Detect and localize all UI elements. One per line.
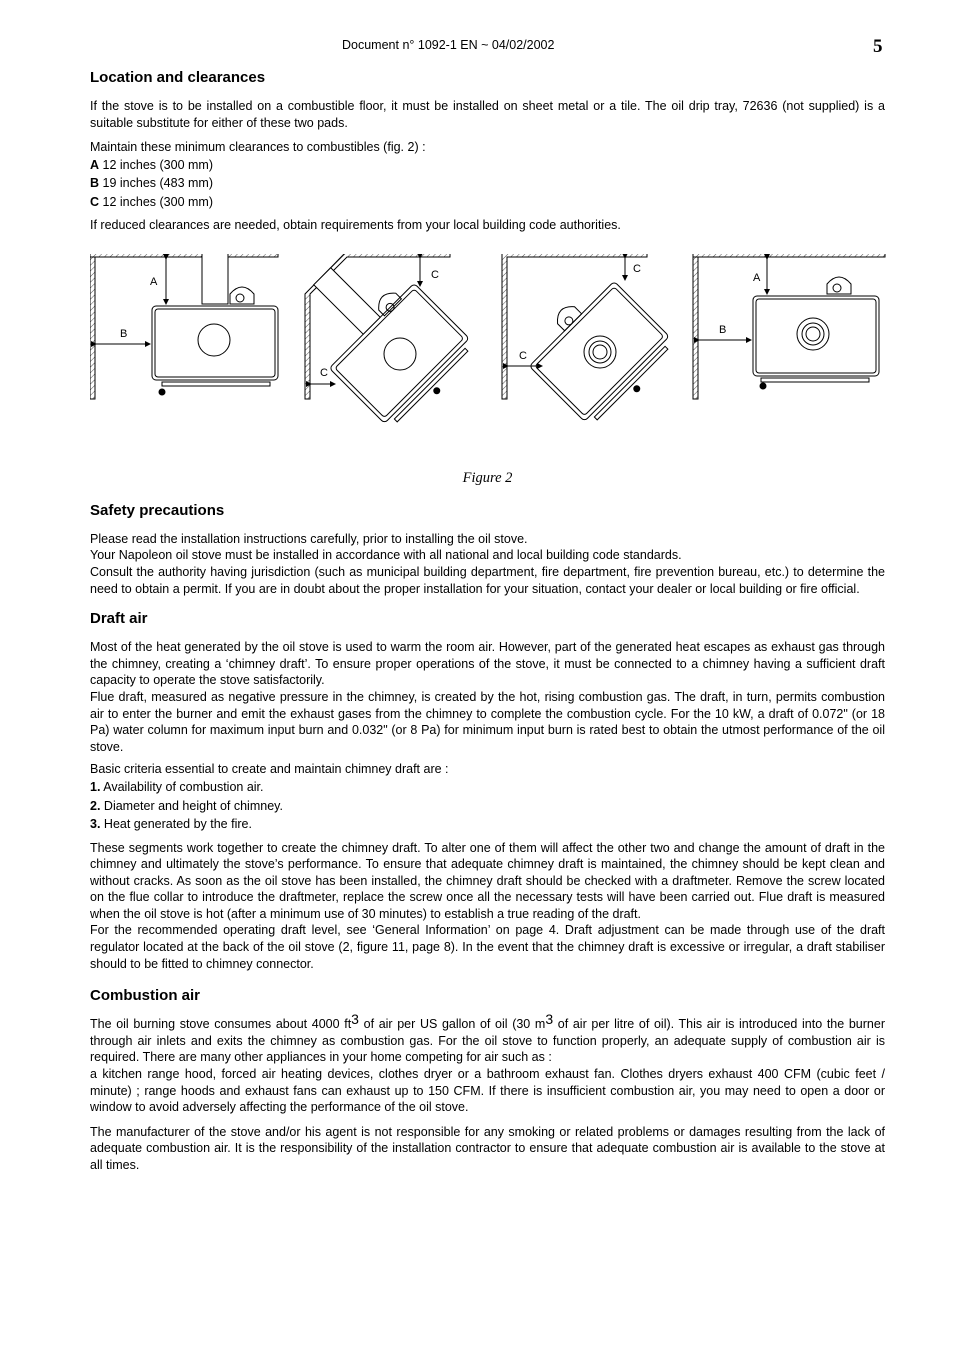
combustion-paragraph-1: The oil burning stove consumes about 4000 $ft^3$ of air per US gallon of oil (30 $m^3$ of air per litre of oil). This air is introduced into the burner through air inlets and exits the chimney as combustion gas. For the oil stove to function properly, an adequate supply of combustion air is required. There are many other appliances in your home competing for air such as : [90, 1011, 885, 1065]
label-c-3a: C [519, 349, 527, 362]
clearance-diagrams [90, 254, 890, 449]
combustion-paragraph-3: The manufacturer of the stove and/or his agent is not responsible for any smoking or related problems or damages resulting from the lack of adequate combustion air. It is the responsibility of the installation contractor to ensure that adequate combustion air is available to the stove at all times. [90, 1124, 885, 1172]
label-b-1: B [120, 327, 128, 340]
diagram-3 [502, 254, 681, 433]
label-c-3b: C [633, 262, 641, 275]
criteria-item-1: 1. Availability of combustion air. [90, 780, 264, 794]
location-paragraph-1: If the stove is to be installed on a combustible floor, it must be installed on sheet metal or a tile. The oil drip tray, 72636 (not supplied) is a suitable substitute for either of these two pads. [90, 99, 885, 130]
draft-paragraph-1: Most of the heat generated by the oil stove is used to warm the room air. However, part of the generated heat escapes as exhaust gas through the chimney, creating a ‘chimney draft’. To ensure proper operations of the stove, it must be connected to a chimney having a sufficient draft capacity to operate the stove satisfactorily. [90, 640, 885, 688]
label-a-4: A [753, 271, 761, 284]
document-reference: Document n° 1092-1 EN ~ 04/02/2002 [342, 38, 555, 52]
clearance-item-a: A 12 inches (300 mm) [90, 157, 213, 172]
draft-paragraph-5: For the recommended operating draft level, see ‘General Information’ on page 4. Draft adjustment can be made through use of the draft regulator located at the back of the oil stove (2, figure 11, page 8). In the event that the chimney draft is excessive or irregular, a draft stabiliser should to be fitted to chimney connector. [90, 923, 885, 971]
criteria-item-3: 3. Heat generated by the fire. [90, 817, 252, 831]
clearance-item-b: B 19 inches (483 mm) [90, 176, 213, 191]
page-header [0, 38, 954, 58]
clearance-figure [90, 254, 885, 449]
diagram-2 [280, 254, 482, 435]
criteria-item-2: 2. Diameter and height of chimney. [90, 798, 283, 813]
label-c-2b: C [431, 268, 439, 281]
clearance-item-c: C 12 inches (300 mm) [90, 194, 213, 209]
section-title-draft: Draft air [90, 610, 148, 628]
location-paragraph-3: If reduced clearances are needed, obtain requirements from your local building code authorities. [90, 218, 621, 233]
section-title-safety: Safety precautions [90, 501, 225, 519]
page-number: 5 [873, 36, 883, 57]
draft-paragraph-2: Flue draft, measured as negative pressure in the chimney, is created by the hot, rising combustion gas. The draft, in turn, permits combustion air to enter the burner and emit the exhaust gases from the chimney to complete the combustion cycle. For the 10 kW, a draft of 0.072" (or 18 Pa) water column for maximum input burn and 0.032" (or 8 Pa) for minimum input burn is rated best to obtain the utmost performance of the oil stove. [90, 690, 885, 754]
safety-line-3: Consult the authority having jurisdiction (such as municipal building department, fire department, fire prevention bureau, etc.) to determine the need to obtain a permit. If you are in doubt about the proper installation for your situation, contact your dealer or local building or fire official. [90, 565, 885, 596]
diagram-1 [90, 254, 278, 399]
label-b-4: B [719, 323, 727, 336]
section-title-location: Location and clearances [90, 69, 266, 86]
label-c-2a: C [320, 366, 328, 379]
figure-caption: Figure 2 [462, 469, 513, 486]
draft-paragraph-3: Basic criteria essential to create and maintain chimney draft are : [90, 762, 449, 777]
safety-line-2: Your Napoleon oil stove must be installed in accordance with all national and local building code standards. [90, 548, 682, 563]
diagram-4 [693, 254, 885, 399]
label-a-1: A [150, 275, 158, 288]
draft-paragraph-4: These segments work together to create the chimney draft. To alter one of them will affect the other two and change the amount of draft in the chimney and ultimately the stove’s performance. To ensure that adequate chimney draft is maintained, the chimney should be kept clean and without cracks. As soon as the oil stove has been installed, the chimney draft should be checked with a draftmeter. Remove the screw located on the flue collar to introduce the draftmeter, replace the screw once all the necessary tests will have been carried out. Flue draft is measured when the oil stove is hot (after a minimum use of 30 minutes) to establish a true reading of the draft. [90, 840, 885, 921]
safety-line-1: Please read the installation instructions carefully, prior to installing the oil stove. [90, 531, 528, 546]
section-title-combustion: Combustion air [90, 987, 201, 1005]
combustion-paragraph-2: a kitchen range hood, forced air heating devices, clothes dryer or a bathroom exhaust fan. Clothes dryers exhaust 400 CFM (cubic feet / minute) ; range hoods and exhaust fans can exhaust up to 150 CFM. If there is insufficient combustion air, you may need to open a door or window to avoid adversely affecting the performance of the oil stove. [90, 1067, 885, 1115]
location-paragraph-2: Maintain these minimum clearances to combustibles (fig. 2) : [90, 140, 426, 155]
page-content [90, 68, 885, 1174]
